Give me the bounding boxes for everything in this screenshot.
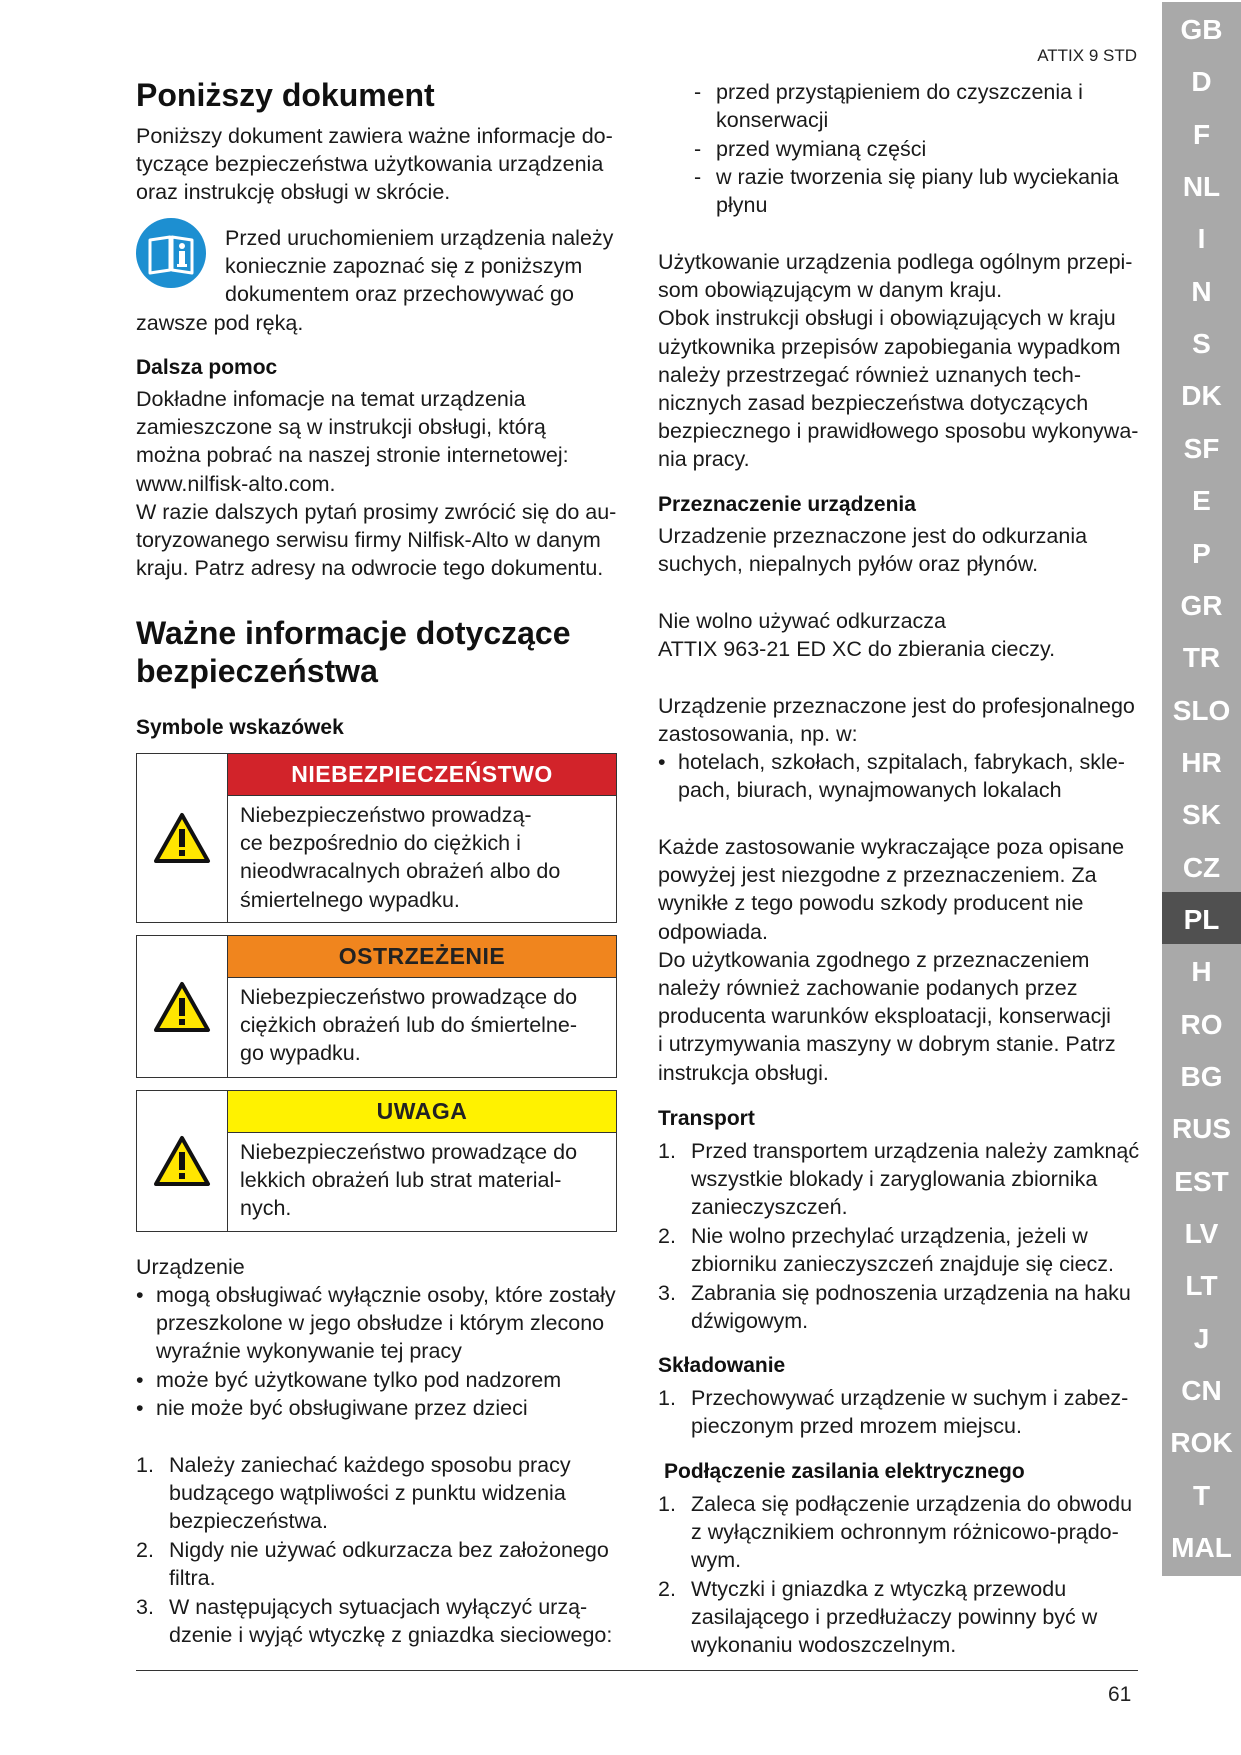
manual-note: [225, 224, 613, 309]
language-tab-cz[interactable]: CZ: [1162, 840, 1241, 896]
item-number: 3.: [658, 1281, 676, 1305]
language-tabs: [1162, 0, 1241, 1755]
text-line: bezpiecznego i prawidłowego sposobu wykonywa-: [658, 419, 1139, 444]
text-line: pach, biurach, wynajmowanych lokalach: [678, 778, 1062, 803]
language-tab-t[interactable]: T: [1162, 1468, 1241, 1524]
usage-paragraph: [658, 248, 1138, 474]
text-line: instrukcja obsługi.: [658, 1060, 829, 1085]
text-line: Zaleca się podłączenie urządzenia do obwodu: [691, 1492, 1133, 1516]
model-name: ATTIX 9 STD: [1037, 46, 1137, 65]
purpose-heading: Przeznaczenie urządzenia: [658, 493, 916, 516]
language-tab-d[interactable]: D: [1162, 54, 1241, 110]
text-line: Zabrania się podnoszenia urządzenia na haku: [691, 1281, 1131, 1305]
caution-label: UWAGA: [228, 1091, 616, 1133]
dash: -: [694, 165, 702, 189]
text-line: pieczonym przed mrozem miejscu.: [691, 1414, 1022, 1439]
text-line: hotelach, szkołach, szpitalach, fabrykach, skle-: [678, 750, 1125, 774]
transport-heading: Transport: [658, 1107, 755, 1130]
text-line: Każde zastosowanie wykraczające poza opisane: [658, 835, 1125, 859]
item-number: 2.: [658, 1224, 676, 1248]
text-line: zbiorniku zanieczyszczeń znajduje się ciecz.: [691, 1252, 1115, 1277]
text-line: zamieszczone są w instrukcji obsługi, którą: [136, 415, 546, 440]
text-line: Przed uruchomieniem urządzenia należy: [225, 226, 614, 250]
read-manual-icon: [136, 218, 206, 288]
text-line: należy przestrzegać również uznanych tech-: [658, 362, 1082, 387]
page-number: 61: [1108, 1683, 1132, 1706]
purpose-paragraph: [658, 522, 1087, 578]
language-tab-e[interactable]: E: [1162, 473, 1241, 529]
text-line: przed przystąpieniem do czyszczenia i: [716, 80, 1083, 104]
text-line: bezpieczeństwa.: [169, 1509, 328, 1534]
language-tab-cn[interactable]: CN: [1162, 1363, 1241, 1419]
help-heading: Dalsza pomoc: [136, 356, 278, 379]
language-tab-sk[interactable]: SK: [1162, 787, 1241, 843]
danger-description: [240, 801, 610, 914]
text-line: dźwigowym.: [691, 1309, 809, 1334]
professional-paragraph: [658, 692, 1135, 748]
text-line: suchych, niepalnych pyłów oraz płynów.: [658, 552, 1039, 577]
text-line: Przed transportem urządzenia należy zamknąć: [691, 1139, 1140, 1163]
text-line: w razie tworzenia się piany lub wyciekania: [716, 165, 1119, 189]
text-line: powyżej jest niezgodne z przeznaczeniem. Za: [658, 863, 1097, 888]
item-number: 1.: [136, 1453, 154, 1477]
text-line: Urządzenie przeznaczone jest do profesjonalnego: [658, 694, 1135, 718]
text-line: odpowiada.: [658, 919, 768, 944]
text-line: som obowiązującym w danym kraju.: [658, 278, 1003, 303]
safety-heading: [136, 614, 571, 690]
text-line: budzącego wątpliwości z punktu widzenia: [169, 1481, 566, 1506]
text-line: Nie wolno używać odkurzacza: [658, 609, 946, 633]
text-line: przeszkolone w jego obsłudze i którym zlecono: [156, 1311, 605, 1336]
text-line: i utrzymywania maszyny w dobrym stanie. Patrz: [658, 1032, 1116, 1057]
text-line: kraju. Patrz adresy na odwrocie tego dokumentu.: [136, 556, 604, 581]
heading-line: bezpieczeństwa: [136, 653, 378, 689]
text-line: zastosowania, np. w:: [658, 722, 858, 747]
language-tab-sf[interactable]: SF: [1162, 421, 1241, 477]
language-tab-rus[interactable]: RUS: [1162, 1101, 1241, 1157]
text-line: Do użytkowania zgodnego z przeznaczeniem: [658, 947, 1090, 972]
language-tab-j[interactable]: J: [1162, 1311, 1241, 1367]
language-tab-gr[interactable]: GR: [1162, 578, 1241, 634]
text-line: śmiertelnego wypadku.: [240, 887, 460, 912]
text-line: wykonaniu wodoszczelnym.: [691, 1633, 957, 1658]
text-line: go wypadku.: [240, 1041, 361, 1066]
text-line: Niebezpieczeństwo prowadzące do: [240, 1140, 578, 1164]
language-tab-f[interactable]: F: [1162, 107, 1241, 163]
text-line: wszystkie blokady i zaryglowania zbiornika: [691, 1167, 1098, 1192]
item-number: 3.: [136, 1595, 154, 1619]
text-line: toryzowanego serwisu firmy Nilfisk-Alto w danym: [136, 528, 601, 553]
bullet: •: [136, 1396, 144, 1420]
text-line: nie może być obsługiwane przez dzieci: [156, 1396, 528, 1420]
text-line: Poniższy dokument zawiera ważne informacje do-: [136, 124, 613, 148]
language-tab-rok[interactable]: ROK: [1162, 1415, 1241, 1471]
text-line: zanieczyszczeń.: [691, 1195, 848, 1220]
text-line: wynikłe z tego powodu szkody producent nie: [658, 891, 1084, 916]
text-line: producenta warunków eksploatacji, konserwacji: [658, 1004, 1111, 1029]
intro-paragraph: [136, 122, 613, 207]
language-tab-h[interactable]: H: [1162, 944, 1241, 1000]
text-line: Obok instrukcji obsługi i obowiązujących w kraju: [658, 306, 1116, 331]
bullet: •: [136, 1368, 144, 1392]
document-title: Poniższy dokument: [136, 77, 435, 113]
warning-triangle-icon: [137, 1091, 228, 1231]
dash: -: [694, 80, 702, 104]
language-tab-lv[interactable]: LV: [1162, 1206, 1241, 1262]
language-tab-dk[interactable]: DK: [1162, 368, 1241, 424]
text-line: ce bezpośrednio do ciężkich i: [240, 831, 521, 856]
text-line: może być użytkowane tylko pod nadzorem: [156, 1368, 562, 1392]
warning-description: [240, 983, 610, 1068]
text-line: lekkich obrażeń lub strat material-: [240, 1168, 562, 1193]
language-tab-pl[interactable]: PL: [1162, 892, 1241, 948]
language-tab-gb[interactable]: GB: [1162, 2, 1241, 58]
warning-box: [136, 935, 617, 1078]
item-number: 2.: [136, 1538, 154, 1562]
device-label: Urządzenie: [136, 1255, 245, 1279]
website-link[interactable]: www.nilfisk-alto.com.: [136, 471, 336, 496]
language-tab-bg[interactable]: BG: [1162, 1049, 1241, 1105]
text-line: z wyłącznikiem ochronnym różnicowo-prądo-: [691, 1520, 1119, 1545]
language-tab-slo[interactable]: SLO: [1162, 683, 1241, 739]
text-line: zasilającego i przedłużaczy powinny być w: [691, 1605, 1098, 1630]
text-line: Urzadzenie przeznaczone jest do odkurzania: [658, 524, 1088, 548]
text-line: mogą obsługiwać wyłącznie osoby, które zostały: [156, 1283, 616, 1307]
text-line: nieodwracalnych obrażeń albo do: [240, 859, 561, 884]
text-line: Przechowywać urządzenie w suchym i zabez-: [691, 1386, 1129, 1410]
caution-description: [240, 1138, 610, 1223]
text-line: Nigdy nie używać odkurzacza bez założonego: [169, 1538, 609, 1562]
text-line: można pobrać na naszej stronie internetowej:: [136, 443, 569, 468]
text-line: Użytkowanie urządzenia podlega ogólnym przepi-: [658, 250, 1133, 274]
text-line: dzenie i wyjąć wtyczkę z gniazdka sieciowego:: [169, 1623, 613, 1648]
language-tab-est[interactable]: EST: [1162, 1154, 1241, 1210]
text-line: Należy zaniechać każdego sposobu pracy: [169, 1453, 571, 1477]
text-line: W następujących sytuacjach wyłączyć urzą-: [169, 1595, 588, 1619]
item-number: 1.: [658, 1139, 676, 1163]
text-line: W razie dalszych pytań prosimy zwrócić się do au-: [136, 499, 617, 524]
text-line: Wtyczki i gniazdka z wtyczką przewodu: [691, 1577, 1067, 1601]
text-line: tyczące bezpieczeństwa użytkowania urządzenia: [136, 152, 604, 177]
warning-label: OSTRZEŻENIE: [228, 936, 616, 978]
text-line: Nie wolno przechylać urządzenia, jeżeli w: [691, 1224, 1088, 1248]
language-tab-nl[interactable]: NL: [1162, 159, 1241, 215]
help-paragraph: [136, 385, 616, 582]
bullet: •: [658, 750, 666, 774]
manual-note-tail: zawsze pod ręką.: [136, 311, 304, 335]
language-tab-lt[interactable]: LT: [1162, 1258, 1241, 1314]
text-line: konserwacji: [716, 108, 829, 133]
text-line: Niebezpieczeństwo prowadzące do: [240, 985, 578, 1009]
danger-label: NIEBEZPIECZEŃSTWO: [228, 754, 616, 796]
caution-box: [136, 1090, 617, 1232]
text-line: nicznych zasad bezpieczeństwa dotyczących: [658, 391, 1089, 416]
language-tab-ro[interactable]: RO: [1162, 997, 1241, 1053]
text-line: wyraźnie wykonywanie tej pracy: [156, 1339, 462, 1364]
heading-line: Ważne informacje dotyczące: [136, 615, 571, 651]
item-number: 1.: [658, 1492, 676, 1516]
warning-triangle-icon: [137, 936, 228, 1077]
language-tab-hr[interactable]: HR: [1162, 735, 1241, 791]
language-tab-mal[interactable]: MAL: [1162, 1520, 1241, 1576]
language-tab-i[interactable]: I: [1162, 211, 1241, 267]
text-line: Dokładne infomacje na temat urządzenia: [136, 387, 526, 411]
text-line: oraz instrukcję obsługi w skrócie.: [136, 180, 451, 205]
text-line: należy również zachowanie podanych przez: [658, 976, 1078, 1001]
item-number: 2.: [658, 1577, 676, 1601]
warning-triangle-icon: [137, 754, 228, 922]
misuse-paragraph: [658, 833, 1124, 1087]
text-line: nia pracy.: [658, 447, 750, 472]
text-line: ATTIX 963-21 ED XC do zbierania cieczy.: [658, 637, 1056, 662]
text-line: przed wymianą części: [716, 137, 927, 161]
power-heading: Podłączenie zasilania elektrycznego: [664, 1460, 1025, 1483]
text-line: Niebezpieczeństwo prowadzą-: [240, 803, 532, 827]
symbols-heading: Symbole wskazówek: [136, 716, 344, 739]
text-line: użytkownika przepisów zapobiegania wypadkom: [658, 334, 1121, 359]
bullet: •: [136, 1283, 144, 1307]
text-line: koniecznie zapoznać się z poniższym: [225, 254, 583, 279]
text-line: filtra.: [169, 1566, 216, 1591]
liquid-note: [658, 607, 1055, 663]
text-line: wym.: [691, 1548, 742, 1573]
text-line: dokumentem oraz przechowywać go: [225, 282, 574, 307]
item-number: 1.: [658, 1386, 676, 1410]
language-tab-tr[interactable]: TR: [1162, 630, 1241, 686]
language-tab-n[interactable]: N: [1162, 264, 1241, 320]
text-line: płynu: [716, 193, 768, 218]
footer-divider: [136, 1670, 1138, 1671]
text-line: ciężkich obrażeń lub do śmiertelne-: [240, 1013, 577, 1038]
storage-heading: Składowanie: [658, 1354, 786, 1377]
language-tab-p[interactable]: P: [1162, 526, 1241, 582]
danger-box: [136, 753, 617, 923]
language-tab-s[interactable]: S: [1162, 316, 1241, 372]
text-line: nych.: [240, 1196, 292, 1221]
dash: -: [694, 137, 702, 161]
